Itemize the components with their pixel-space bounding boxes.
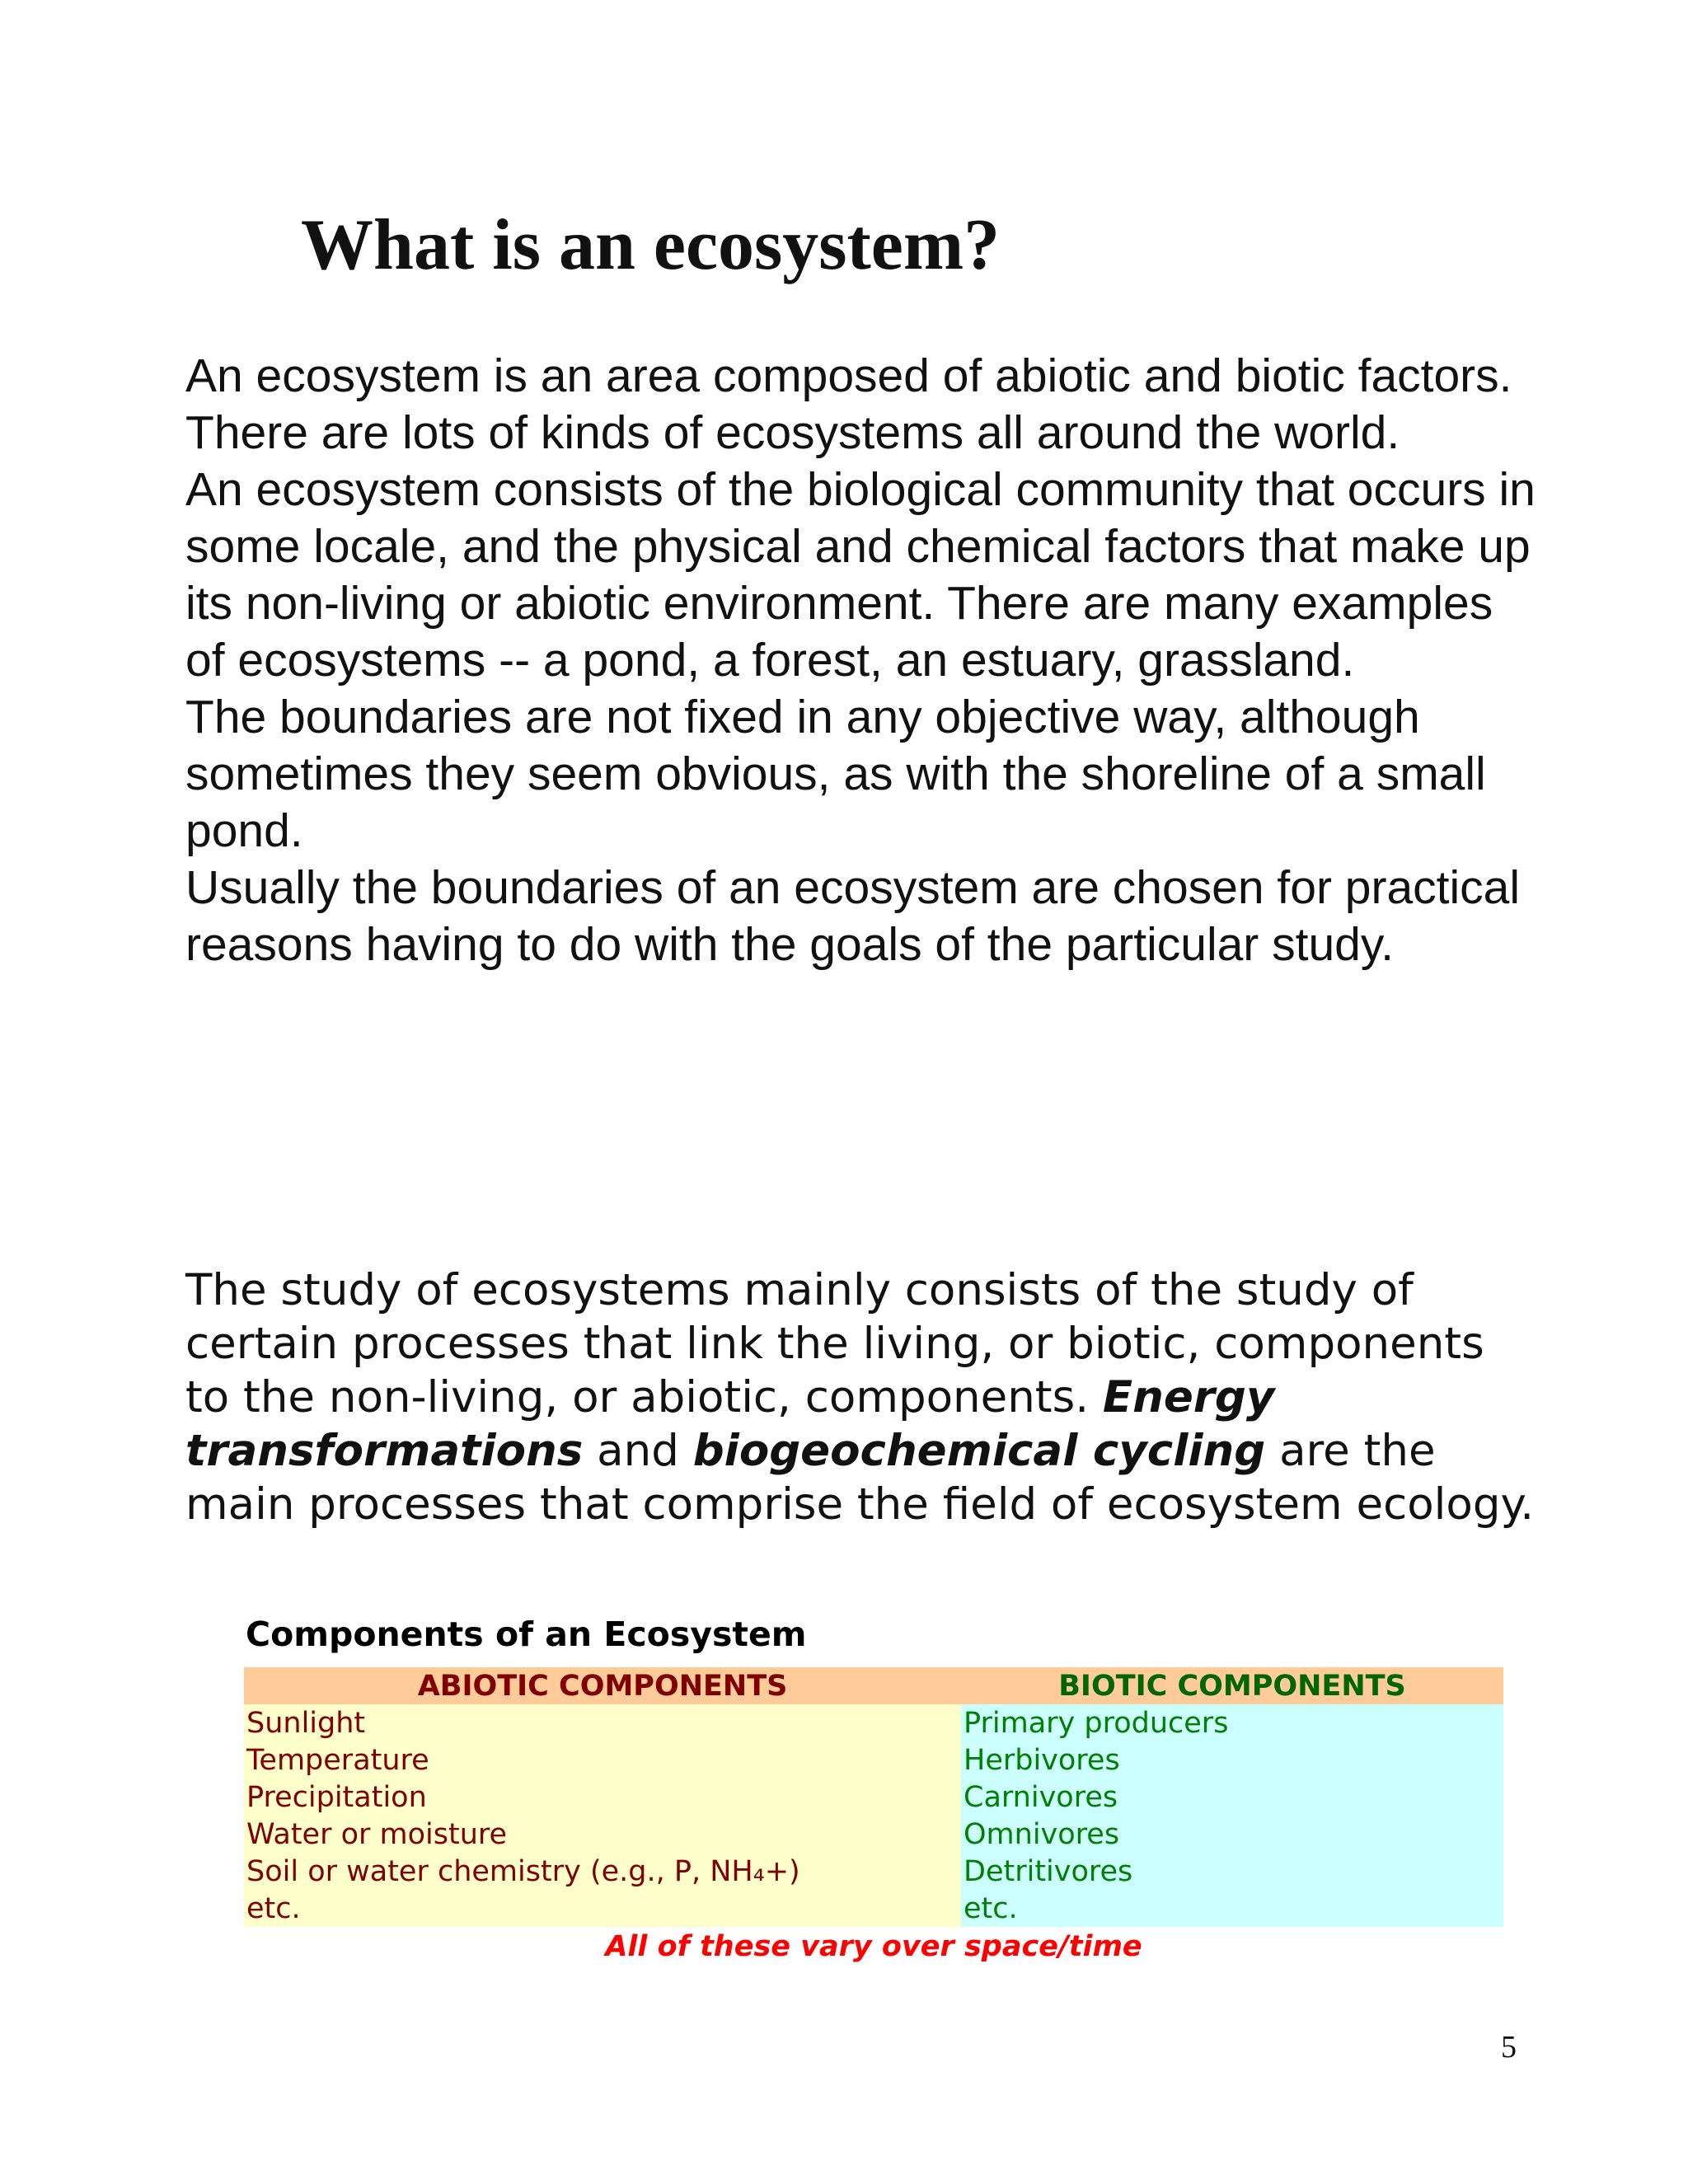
biotic-cell: Primary producers [961, 1704, 1503, 1741]
biotic-cell: Herbivores [961, 1741, 1503, 1779]
study-text: and [583, 1426, 693, 1476]
biotic-cell: Carnivores [961, 1779, 1503, 1816]
study-text: The study of ecosystems mainly consists of the study of certain processes that link the living, or biotic, components to the non-living, or abiotic, components. [185, 1265, 1484, 1422]
abiotic-cell: Sunlight [244, 1704, 961, 1741]
biotic-cell: etc. [961, 1890, 1503, 1927]
study-paragraph [185, 1263, 1537, 1531]
biotic-cell: Detritivores [961, 1853, 1503, 1890]
components-table [244, 1667, 1503, 1927]
emphasis-biogeochemical-cycling: biogeochemical cycling [692, 1426, 1266, 1476]
abiotic-header: ABIOTIC COMPONENTS [244, 1667, 961, 1704]
table-row [244, 1779, 1503, 1816]
intro-text [185, 348, 1537, 973]
table-caption: Components of an Ecosystem [246, 1615, 807, 1654]
intro-paragraph: Usually the boundaries of an ecosystem are chosen for practical reasons having to do with the goals of the particular study. [185, 861, 1521, 971]
table-row [244, 1704, 1503, 1741]
table-row [244, 1816, 1503, 1853]
abiotic-cell: Temperature [244, 1741, 961, 1779]
study-text: are the main processes that comprise the field of ecosystem ecology. [185, 1426, 1535, 1530]
abiotic-cell: Precipitation [244, 1779, 961, 1816]
table-row [244, 1890, 1503, 1927]
table-footnote: All of these vary over space/time [605, 1930, 1142, 1963]
biotic-cell: Omnivores [961, 1816, 1503, 1853]
abiotic-cell: Water or moisture [244, 1816, 961, 1853]
abiotic-cell: etc. [244, 1890, 961, 1927]
emphasis-energy-transformations: Energy transformations [185, 1372, 1275, 1476]
table-row [244, 1853, 1503, 1890]
intro-paragraph: An ecosystem consists of the biological community that occurs in some locale, and the physical and chemical factors that make up its non-living or abiotic environment. There are many examples of ecosystems -- a pond, a forest, an estuary, grassland. [185, 463, 1536, 687]
page-number: 5 [1501, 2030, 1517, 2064]
abiotic-cell: Soil or water chemistry (e.g., P, NH₄+) [244, 1853, 961, 1890]
intro-paragraph: An ecosystem is an area composed of abiotic and biotic factors. There are lots of kinds of ecosystems all around the world. [185, 349, 1512, 459]
page-title: What is an ecosystem? [301, 205, 1001, 285]
table-row [244, 1741, 1503, 1779]
intro-paragraph: The boundaries are not fixed in any objective way, although sometimes they seem obvious, as with the shoreline of a small pond. [185, 691, 1486, 857]
table-header-row [244, 1667, 1503, 1704]
biotic-header: BIOTIC COMPONENTS [961, 1667, 1503, 1704]
